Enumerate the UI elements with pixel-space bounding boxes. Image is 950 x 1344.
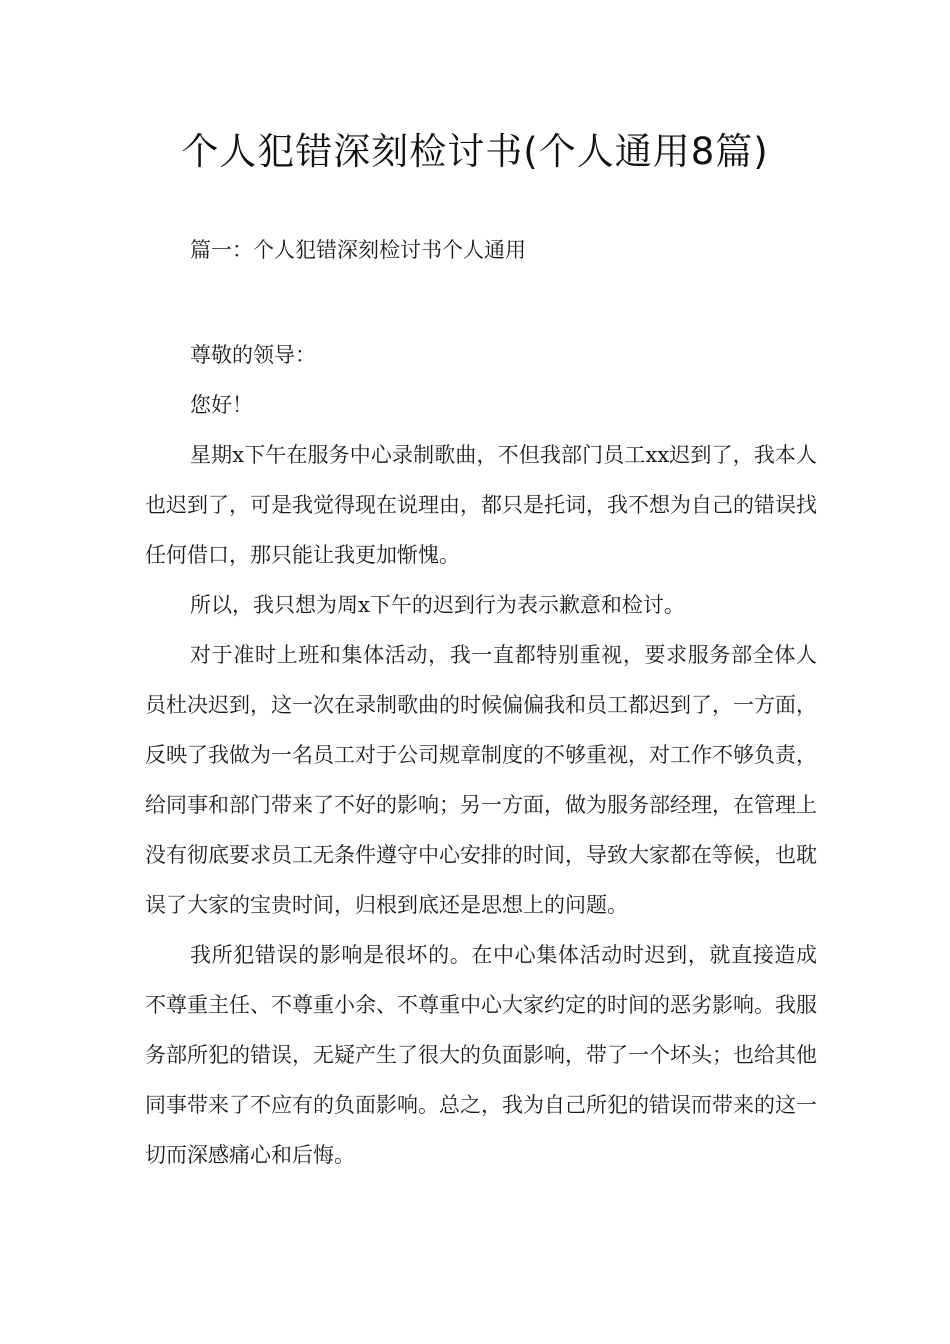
salutation: 尊敬的领导： [190, 343, 316, 367]
greeting: 您好！ [190, 393, 253, 417]
body-paragraph: 星期x下午在服务中心录制歌曲，不但我部门员工xx迟到了，我本人也迟到了，可是我觉得现在说理由，都只是托词，我不想为自己的错误找任何借口，那只能让我更加惭愧。 [145, 443, 817, 567]
document-title: 个人犯错深刻检讨书(个人通用8篇) [181, 130, 769, 173]
body-paragraph: 对于准时上班和集体活动，我一直都特别重视，要求服务部全体人员杜决迟到，这一次在录制歌曲的时候偏偏我和员工都迟到了，一方面，反映了我做为一名员工对于公司规章制度的不够重视，对工作不够负责，给同事和部门带来了不好的影响；另一方面，做为服务部经理，在管理上没有彻底要求员工无条件遵守中心安排的时间，导致大家都在等候，也耽误了大家的宝贵时间，归根到底还是思想上的问题。 [145, 643, 817, 917]
section-heading: 篇一：个人犯错深刻检讨书个人通用 [190, 238, 526, 262]
body-paragraph: 我所犯错误的影响是很坏的。在中心集体活动时迟到，就直接造成不尊重主任、不尊重小余、不尊重中心大家约定的时间的恶劣影响。我服务部所犯的错误，无疑产生了很大的负面影响，带了一个坏头；也给其他同事带来了不应有的负面影响。总之，我为自己所犯的错误而带来的这一切而深感痛心和后悔。 [145, 943, 817, 1167]
document-body [145, 330, 817, 1180]
body-paragraph: 所以，我只想为周x下午的迟到行为表示歉意和检讨。 [190, 593, 685, 617]
